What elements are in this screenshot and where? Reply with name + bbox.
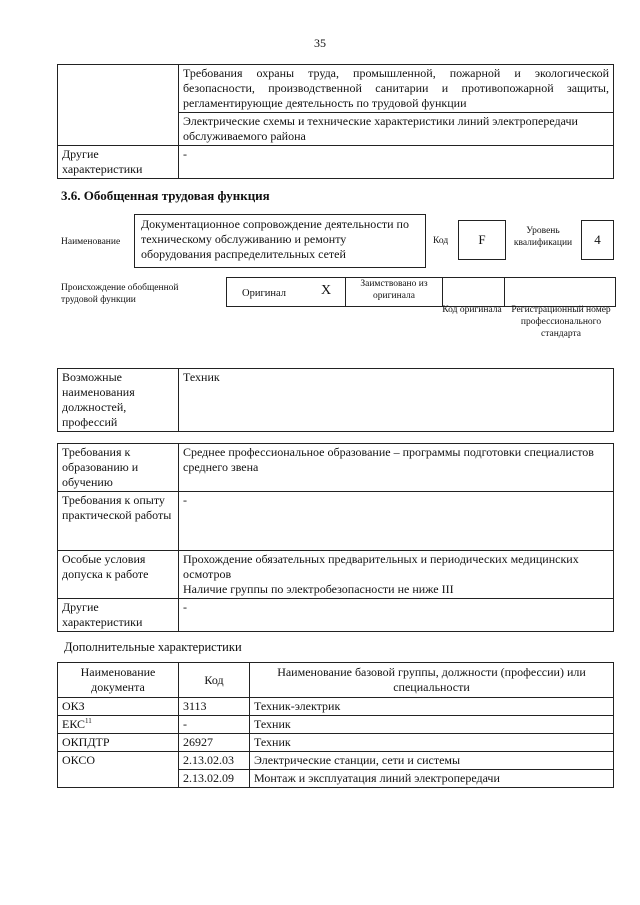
row-doc-text: ОКЗ <box>62 699 85 713</box>
row-code-text: 2.13.02.03 <box>183 753 234 767</box>
header-name-text: Наименование базовой группы, должности (профессии) или специальности <box>277 665 586 694</box>
exp-label-text: Требования к опыту практической работы <box>62 493 172 522</box>
original-mark: X <box>321 283 332 298</box>
other-characteristics-value <box>179 146 614 179</box>
special-value <box>179 551 614 599</box>
footnote-ref: 11 <box>85 717 92 725</box>
edu-label-text: Требования к образованию и обучению <box>62 445 139 489</box>
schemes-cell <box>179 113 614 146</box>
positions-value <box>179 369 614 432</box>
row-name <box>250 716 614 734</box>
req-other-value-text: - <box>183 600 187 614</box>
other-value-text: - <box>183 147 187 161</box>
header-name <box>250 663 614 698</box>
original-label: Оригинал <box>242 288 286 299</box>
edu-label <box>58 444 179 492</box>
code-value: F <box>478 232 486 247</box>
table-row <box>58 698 614 716</box>
other-label-text: Другие характеристики <box>62 147 143 176</box>
row-name <box>250 698 614 716</box>
function-name-text: Документационное сопровождение деятельности по техническому обслуживанию и ремонту оборудования распределительных сетей <box>141 217 409 261</box>
section-title: 3.6. Обобщенная трудовая функция <box>61 188 270 203</box>
row-code-text: - <box>183 717 187 731</box>
header-doc-text: Наименование документа <box>80 665 156 694</box>
code-original-caption: Код оригинала <box>442 305 502 315</box>
edu-value-text: Среднее профессиональное образование – программы подготовки специалистов среднего звена <box>183 445 594 474</box>
code-box <box>458 220 506 260</box>
row-name <box>250 734 614 752</box>
header-code <box>179 663 250 698</box>
row-code-text: 26927 <box>183 735 213 749</box>
row-doc <box>58 698 179 716</box>
req-other-label <box>58 599 179 632</box>
row-code <box>179 770 250 788</box>
special-label-text: Особые условия допуска к работе <box>62 552 149 581</box>
row-name <box>250 770 614 788</box>
additional-table <box>57 662 614 788</box>
origin-divider-2 <box>442 277 443 307</box>
row-code <box>179 752 250 770</box>
row-name-text: Техник <box>254 717 291 731</box>
req-other-label-text: Другие характеристики <box>62 600 143 629</box>
exp-label <box>58 492 179 551</box>
req-safety-cell <box>179 65 614 113</box>
special-value-text-1: Прохождение обязательных предварительных и периодических медицинских осмотров <box>183 552 579 581</box>
row-name-text: Техник-электрик <box>254 699 341 713</box>
other-characteristics-label <box>58 146 179 179</box>
row-name-text: Монтаж и эксплуатация линий электропередачи <box>254 771 500 785</box>
header-code-text: Код <box>204 672 224 687</box>
row-doc <box>58 734 179 752</box>
edu-value <box>179 444 614 492</box>
row-name <box>250 752 614 770</box>
function-name-box <box>134 214 426 268</box>
row-code <box>179 698 250 716</box>
row-doc-text: ОКСО <box>62 753 96 767</box>
code-label: Код <box>433 236 449 246</box>
row-code <box>179 734 250 752</box>
special-label <box>58 551 179 599</box>
row-doc-text: ЕКС <box>62 717 86 731</box>
row-doc-text: ОКПДТР <box>62 735 110 749</box>
exp-value-text: - <box>183 493 187 507</box>
positions-table <box>57 368 614 432</box>
requirements-table <box>57 443 614 632</box>
top-characteristics-table <box>57 64 614 179</box>
positions-label-text: Возможные наименования должностей, профессий <box>62 370 135 429</box>
empty-label-cell <box>58 65 179 146</box>
table-row <box>58 734 614 752</box>
page-number: 35 <box>314 36 326 50</box>
schemes-text: Электрические схемы и технические характеристики линий электропередачи обслуживаемого района <box>183 114 578 143</box>
row-code-text: 2.13.02.09 <box>183 771 234 785</box>
origin-label: Происхождение обобщенной трудовой функции <box>61 283 179 305</box>
req-other-value <box>179 599 614 632</box>
row-name-text: Техник <box>254 735 291 749</box>
row-doc <box>58 716 179 734</box>
level-box <box>581 220 614 260</box>
level-label: Уровень квалификации <box>513 226 573 248</box>
level-value: 4 <box>594 232 601 247</box>
special-value-text-2: Наличие группы по электробезопасности не ниже III <box>183 582 454 596</box>
header-doc <box>58 663 179 698</box>
table-row <box>58 752 614 770</box>
additional-title: Дополнительные характеристики <box>64 640 242 654</box>
origin-divider-3 <box>504 277 505 307</box>
reg-number-caption: Регистрационный номер профессионального стандарта <box>511 305 611 339</box>
positions-label <box>58 369 179 432</box>
row-code <box>179 716 250 734</box>
table-row <box>58 716 614 734</box>
req-safety-text: Требования охраны труда, промышленной, пожарной и экологической безопасности, производственной санитарии и противопожарной защиты, регламентирующие деятельность по трудовой функции <box>183 66 609 110</box>
borrowed-label: Заимствовано из оригинала <box>360 279 428 301</box>
positions-value-text: Техник <box>183 370 220 384</box>
row-code-text: 3113 <box>183 699 207 713</box>
row-doc <box>58 752 179 788</box>
exp-value <box>179 492 614 551</box>
row-name-text: Электрические станции, сети и системы <box>254 753 461 767</box>
name-label: Наименование <box>61 237 121 247</box>
